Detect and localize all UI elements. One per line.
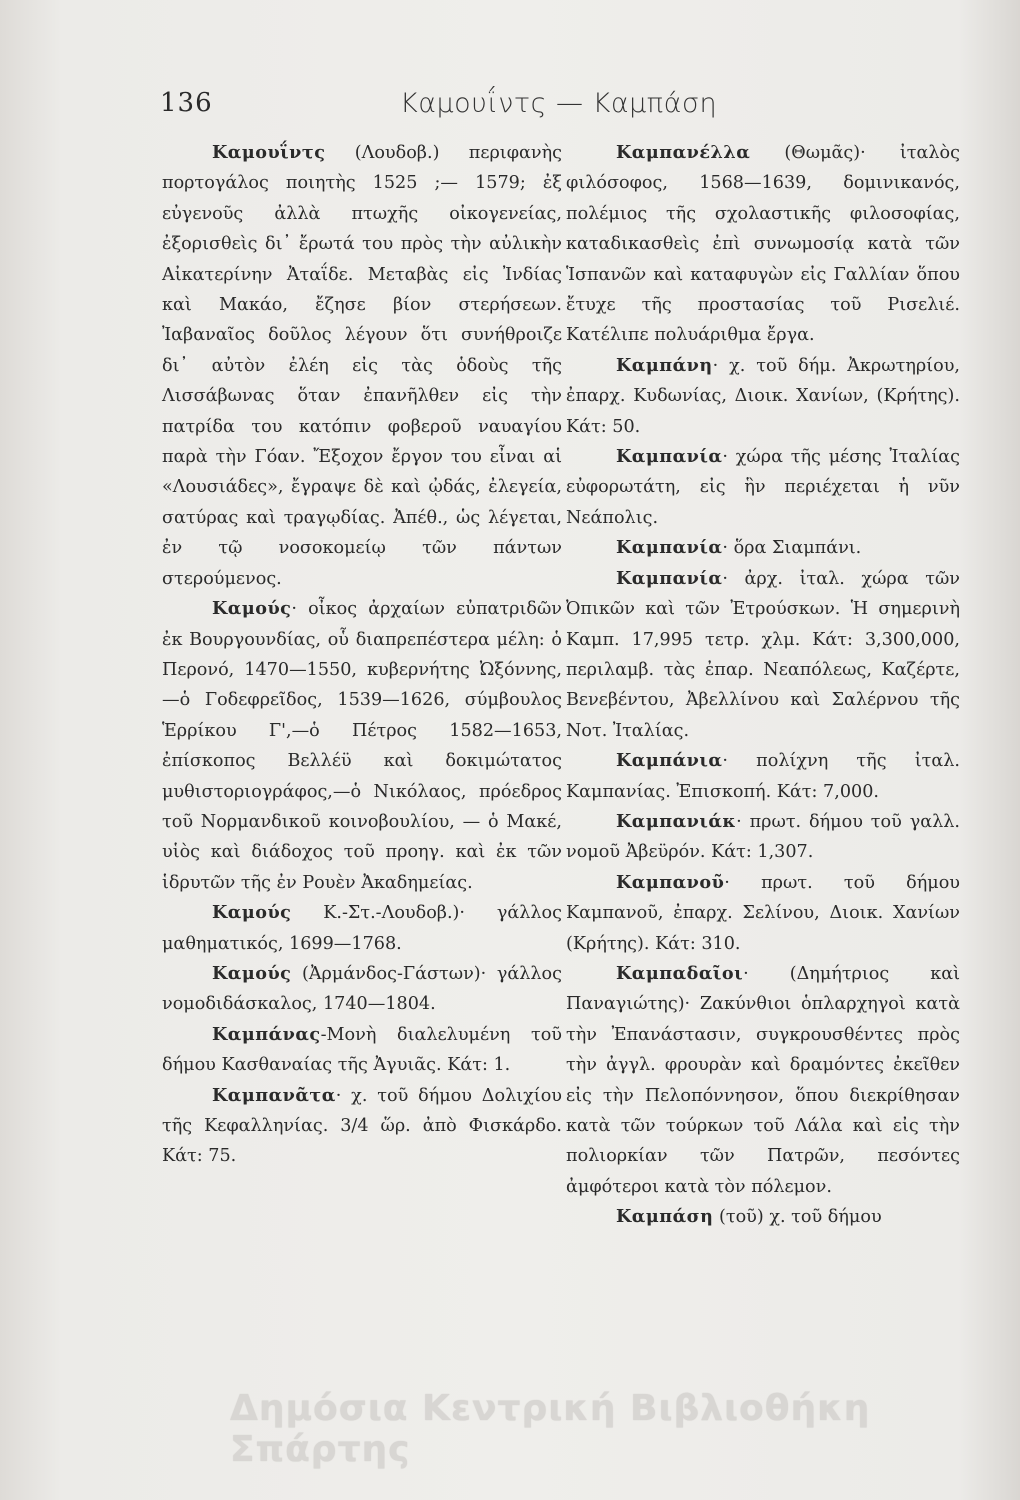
entry-text: (Λουδοβ.) περιφανὴς πορτογάλος ποιητὴς 1525 ;— 1579; ἐξ εὐγενοῦς ἀλλὰ πτωχῆς οἰκογενείας, ἐξορισθεὶς δι᾽ ἔρωτά του πρὸς τὴν αὐλικὴν Αἰκατερίνην Ἀταΐδε. Μεταβὰς εἰς Ἰνδίας καὶ Μακάο, ἔζησε βίον στερήσεων. Ἰαβαναῖος δοῦλος λέγουν ὅτι συνήθροιζε δι᾽ αὐτὸν ἐλέη εἰς τὰς ὁδοὺς τῆς Λισσάβωνας ὅταν ἐπανῆλθεν εἰς τὴν πατρίδα του κατόπιν φοβεροῦ ναυαγίου παρὰ τὴν Γόαν. Ἔξοχον ἔργον του εἶναι αἱ «Λουσιάδες», ἔγραψε δὲ καὶ ᾠδάς, ἐλεγεία, σατύρας καὶ τραγῳδίας. Ἀπέθ., ὡς λέγεται, ἐν τῷ νοσοκομείῳ τῶν πάντων στερούμενος.	[162, 143, 562, 589]
page-number: 136	[160, 88, 213, 118]
dictionary-entry	[566, 746, 960, 807]
entry-headword: Καμπανία	[616, 537, 723, 559]
dictionary-entry	[162, 594, 562, 898]
entry-headword: Καμούς	[212, 962, 292, 984]
dictionary-entry	[566, 564, 960, 746]
entry-headword: Καμπαδαῖοι	[616, 962, 744, 984]
entry-text: (Θωμᾶς)· ἰταλὸς φιλόσοφος, 1568—1639, δομινικανός, πολέμιος τῆς σχολαστικῆς φιλοσοφίας, καταδικασθεὶς ἐπὶ συνωμοσίᾳ κατὰ τῶν Ἱσπανῶν καὶ καταφυγὼν εἰς Γαλλίαν ὅπου ἔτυχε τῆς προστασίας τοῦ Ρισελιέ. Κατέλιπε πολυάριθμα ἔργα.	[566, 143, 960, 346]
dictionary-entry	[566, 533, 960, 563]
entry-text: · χώρα τῆς μέσης Ἰταλίας εὐφορωτάτη, εἰς ἣν περιέχεται ἡ νῦν Νεάπολις.	[566, 447, 960, 528]
entry-text: · ἀρχ. ἰταλ. χώρα τῶν Ὀπικῶν καὶ τῶν Ἐτρούσκων. Ἡ σημερινὴ Καμπ. 17,995 τετρ. χλμ. Κάτ: 3,300,000, περιλαμβ. τὰς ἐπαρ. Νεαπόλεως, Καζέρτε, Βενεβέντου, Ἀβελλίνου καὶ Σαλέρνου τῆς Νοτ. Ἰταλίας.	[566, 568, 960, 741]
dictionary-entry	[566, 351, 960, 442]
entry-headword: Καμπανιάκ	[616, 810, 737, 832]
entry-text: · χ. τοῦ δήμ. Ἀκρωτηρίου, ἐπαρχ. Κυδωνίας, Διοικ. Χανίων, (Κρήτης). Κάτ: 50.	[566, 355, 960, 437]
entry-headword: Καμπάση	[616, 1206, 714, 1228]
dictionary-entry	[162, 898, 562, 959]
entry-headword: Καμούς	[212, 598, 292, 620]
entry-headword: Καμπανία	[616, 567, 723, 589]
dictionary-entry	[162, 1081, 562, 1172]
entry-headword: Καμπάνια	[616, 750, 723, 772]
entry-text: · χ. τοῦ δήμου Δολιχίου τῆς Κεφαλληνίας. 3/4 ὥρ. ἀπὸ Φισκάρδο. Κάτ: 75.	[162, 1085, 562, 1167]
entry-headword: Καμπανία	[616, 446, 723, 468]
entry-text: · οἶκος ἀρχαίων εὐπατριδῶν ἐκ Βουργουνδίας, οὗ διαπρεπέστερα μέλη: ὁ Περονό, 1470—1550, κυβερνήτης Ὠξόννης,—ὁ Γοδεφρεῖδος, 1539—1626, σύμβουλος Ἑρρίκου Γ',—ὁ Πέτρος 1582—1653, ἐπίσκοπος Βελλέϋ καὶ δοκιμώτατος μυθιστοριογράφος,—ὁ Νικόλαος, πρόεδρος τοῦ Νορμανδικοῦ κοινοβουλίου, — ὁ Μακέ, υἱὸς καὶ διάδοχος τοῦ προηγ. καὶ ἐκ τῶν ἱδρυτῶν τῆς ἐν Ρουὲν Ἀκαδημείας.	[162, 599, 562, 893]
dictionary-entry	[566, 959, 960, 1202]
entry-text: (Ἀρμάνδος-Γάστων)· γάλλος νομοδιδάσκαλος, 1740—1804.	[162, 963, 562, 1015]
dictionary-entry	[162, 959, 562, 1020]
entry-headword: Καμούς	[212, 902, 292, 924]
entry-headword: Καμουΐντς	[212, 142, 326, 163]
page-header	[160, 88, 980, 128]
dictionary-entry	[162, 1020, 562, 1081]
entry-text: Κ.-Στ.-Λουδοβ.)· γάλλος μαθηματικός, 1699—1768.	[162, 903, 562, 954]
entry-headword: Καμπανέλλα	[616, 142, 751, 163]
entry-headword: Καμπάνη	[616, 354, 713, 376]
dictionary-entry	[566, 807, 960, 868]
entry-text: · πρωτ. τοῦ δήμου Καμπανοῦ, ἐπαρχ. Σελίνου, Διοικ. Χανίων (Κρήτης). Κάτ: 310.	[566, 872, 960, 954]
dictionary-entry	[162, 138, 562, 594]
dictionary-entry	[566, 442, 960, 533]
entry-text: -Μονὴ διαλελυμένη τοῦ δήμου Κασθαναίας τῆς Ἀγυιᾶς. Κάτ: 1.	[162, 1024, 562, 1076]
entry-text: · (Δημήτριος καὶ Παναγιώτης)· Ζακύνθιοι ὁπλαρχηγοὶ κατὰ τὴν Ἐπανάστασιν, συγκρουσθέντες πρὸς τὴν ἀγγλ. φρουρὰν καὶ δραμόντες ἐκεῖθεν εἰς τὴν Πελοπόννησον, ὅπου διεκρίθησαν κατὰ τῶν τούρκων τοῦ Λάλα καὶ εἰς τὴν πολιορκίαν τῶν Πατρῶν, πεσόντες ἀμφότεροι κατὰ τὸν πόλεμον.	[566, 963, 960, 1197]
entry-headword: Καμπανᾶτα	[212, 1084, 336, 1106]
entry-headword: Καμπανοῦ	[616, 871, 725, 893]
entry-text: · ὅρα Σιαμπάνι.	[722, 538, 862, 559]
entry-text: · πολίχνη τῆς ἰταλ. Καμπανίας. Ἐπισκοπή. Κάτ: 7,000.	[566, 751, 960, 802]
entry-headword: Καμπάνας	[212, 1023, 321, 1045]
entry-text: (τοῦ) χ. τοῦ δήμου	[713, 1207, 882, 1228]
right-column	[566, 138, 960, 1233]
entry-text: · πρωτ. δήμου τοῦ γαλλ. νομοῦ Ἀβεϋρόν. Κάτ: 1,307.	[566, 811, 960, 863]
left-column	[162, 138, 562, 1172]
dictionary-entry	[566, 138, 960, 351]
running-head: Καμουΐντς — Καμπάση	[400, 88, 718, 119]
dictionary-entry	[566, 1202, 960, 1232]
library-watermark: Δημόσια Κεντρική Βιβλιοθήκη Σπάρτης	[230, 1388, 871, 1470]
dictionary-entry	[566, 868, 960, 959]
